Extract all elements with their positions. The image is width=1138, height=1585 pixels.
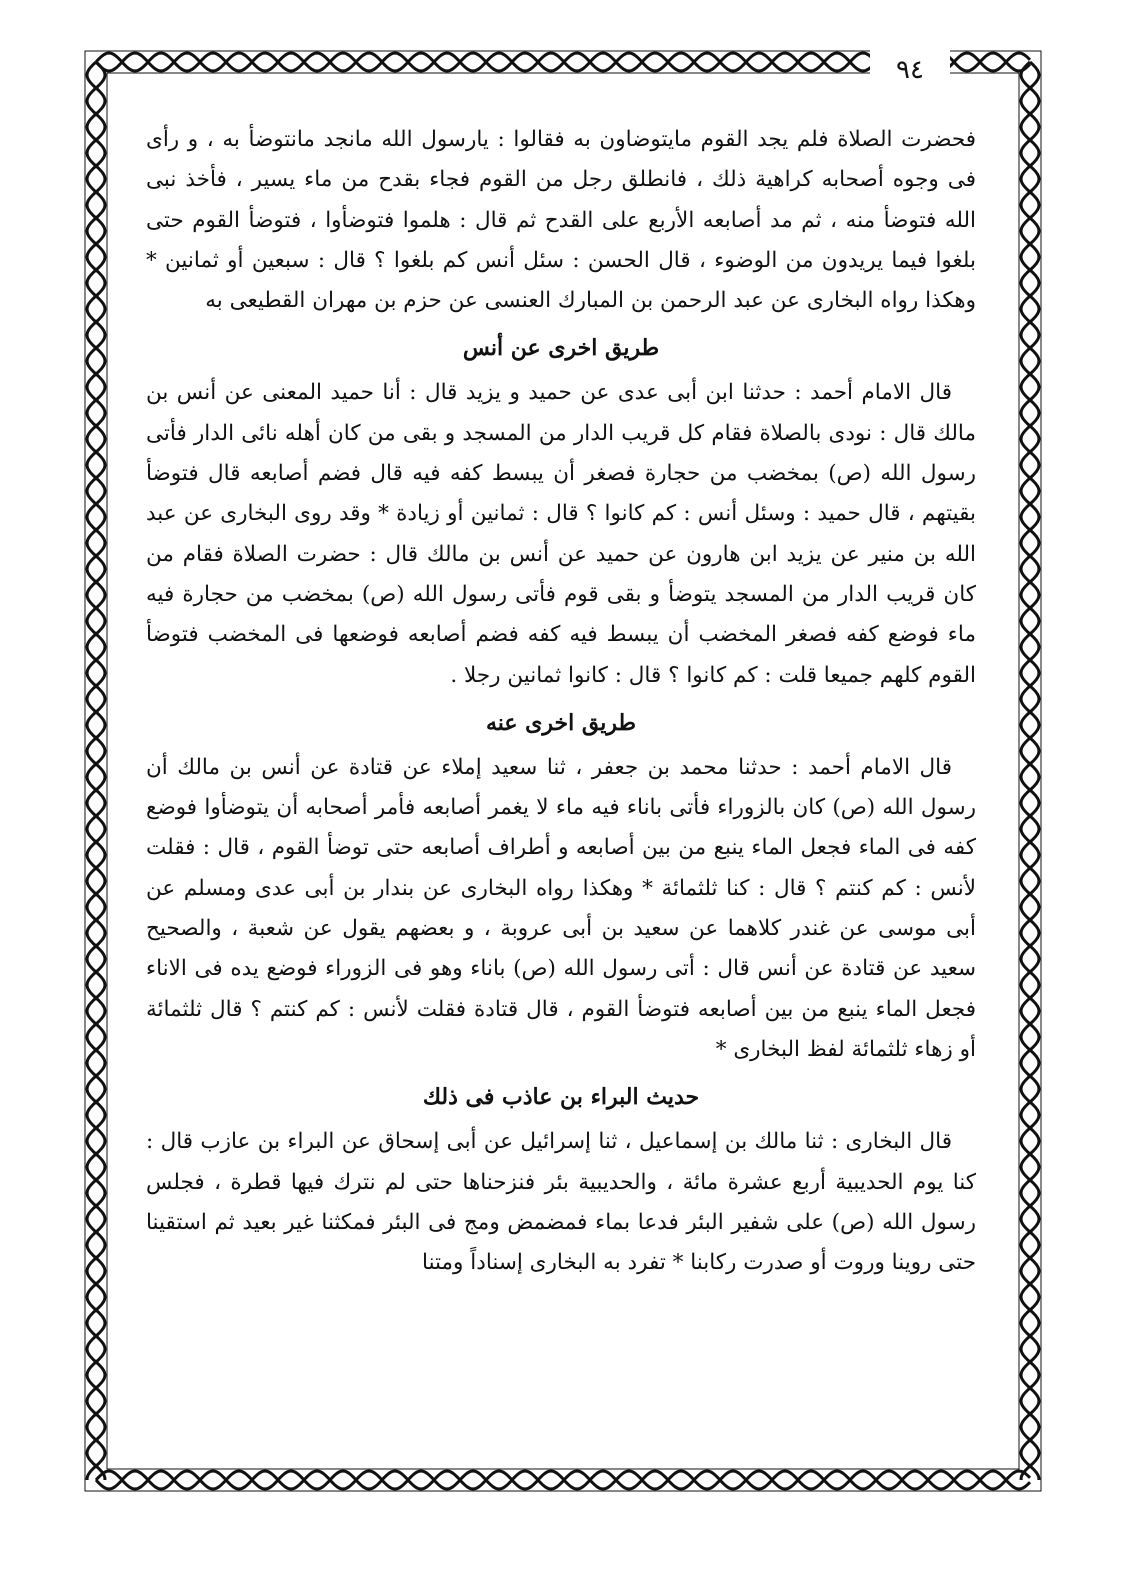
section-heading-anas: طريق اخرى عن أنس [462,335,660,362]
paragraph-anas: قال الامام أحمد : حدثنا ابن أبى عدى عن حميد و يزيد قال : أنا حميد المعنى عن أنس بن مالك قال : نودى بالصلاة فقام كل قريب الدار من المسجد و بقى من كان أهله نائى الدار فأتى رسول الله (ص) بمخضب من حجارة فصغر أن يبسط كفه فيه قال فضم أصابعه قال فتوضأ بقيتهم ، قال حميد : وسئل أنس : كم كانوا ؟ قال : ثمانين أو زيادة * وقد روى البخارى عن عبد الله بن منير عن يزيد ابن هارون عن حميد عن أنس بن مالك قال : حضرت الصلاة فقام من كان قريب الدار من المسجد يتوضأ و بقى قوم فأتى رسول الله (ص) بمخضب من حجارة فيه ماء فوضع كفه فصغر المخضب أن يبسط فيه كفه فضم أصابعه فوضعها فى المخضب فتوضأ القوم كلهم جميعا قلت : كم كانوا ؟ قال : كانوا ثمانين رجلا . [146,380,976,688]
paragraph-anhu: قال الامام أحمد : حدثنا محمد بن جعفر ، ثنا سعيد إملاء عن قتادة عن أنس بن مالك أن رسول الله (ص) كان بالزوراء فأتى باناء فيه ماء لا يغمر أصابعه فأمر أصحابه أن يتوضأوا فوضع كفه فى الماء فجعل الماء ينبع من بين أصابعه و أطراف أصابعه حتى توضأ القوم ، قال : فقلت لأنس : كم كنتم ؟ قال : كنا ثلثمائة * وهكذا رواه البخارى عن بندار بن أبى عدى ومسلم عن أبى موسى عن غندر كلاهما عن سعيد بن أبى عروبة ، و بعضهم يقول عن شعبة ، والصحيح سعيد عن قتادة عن أنس قال : أتى رسول الله (ص) باناء وهو فى الزوراء فوضع يده فى الاناء فجعل الماء ينبع من بين أصابعه فتوضأ القوم ، قال قتادة فقلت لأنس : كم كنتم ؟ قال ثلثمائة أو زهاء ثلثمائة لفظ البخارى * [146,754,976,1062]
paragraph-intro: فحضرت الصلاة فلم يجد القوم مايتوضاون به فقالوا : يارسول الله مانجد مانتوضأ به ، و رأى فى وجوه أصحابه كراهية ذلك ، فانطلق رجل من القوم فجاء بقدح من ماء يسير ، فأخذ نبى الله فتوضأ منه ، ثم مد أصابعه الأربع على القدح ثم قال : هلموا فتوضأوا ، فتوضأ القوم حتى بلغوا فيما يريدون من الوضوء ، قال الحسن : سئل أنس كم بلغوا ؟ قال : سبعين أو ثمانين * وهكذا رواه البخارى عن عبد الرحمن بن المبارك العنسى عن حزم بن مهران القطيعى به [146,127,976,314]
paragraph-bara: قال البخارى : ثنا مالك بن إسماعيل ، ثنا إسرائيل عن أبى إسحاق عن البراء بن عازب قال : كنا يوم الحديبية أربع عشرة مائة ، والحديبية بئر فنزحناها حتى لم نترك فيها قطرة ، فجلس رسول الله (ص) على شفير البئر فدعا بماء فمضمض ومج فى البئر فمكثنا غير بعيد ثم استقينا حتى روينا وروت أو صدرت ركابنا * تفرد به البخارى إسناداً ومتنا [146,1129,976,1276]
page-number: ٩٤ [870,50,950,90]
section-heading-bara: حديث البراء بن عاذب فى ذلك [422,1084,700,1111]
page-body [146,120,976,1420]
section-heading-anhu: طريق اخرى عنه [485,709,637,736]
